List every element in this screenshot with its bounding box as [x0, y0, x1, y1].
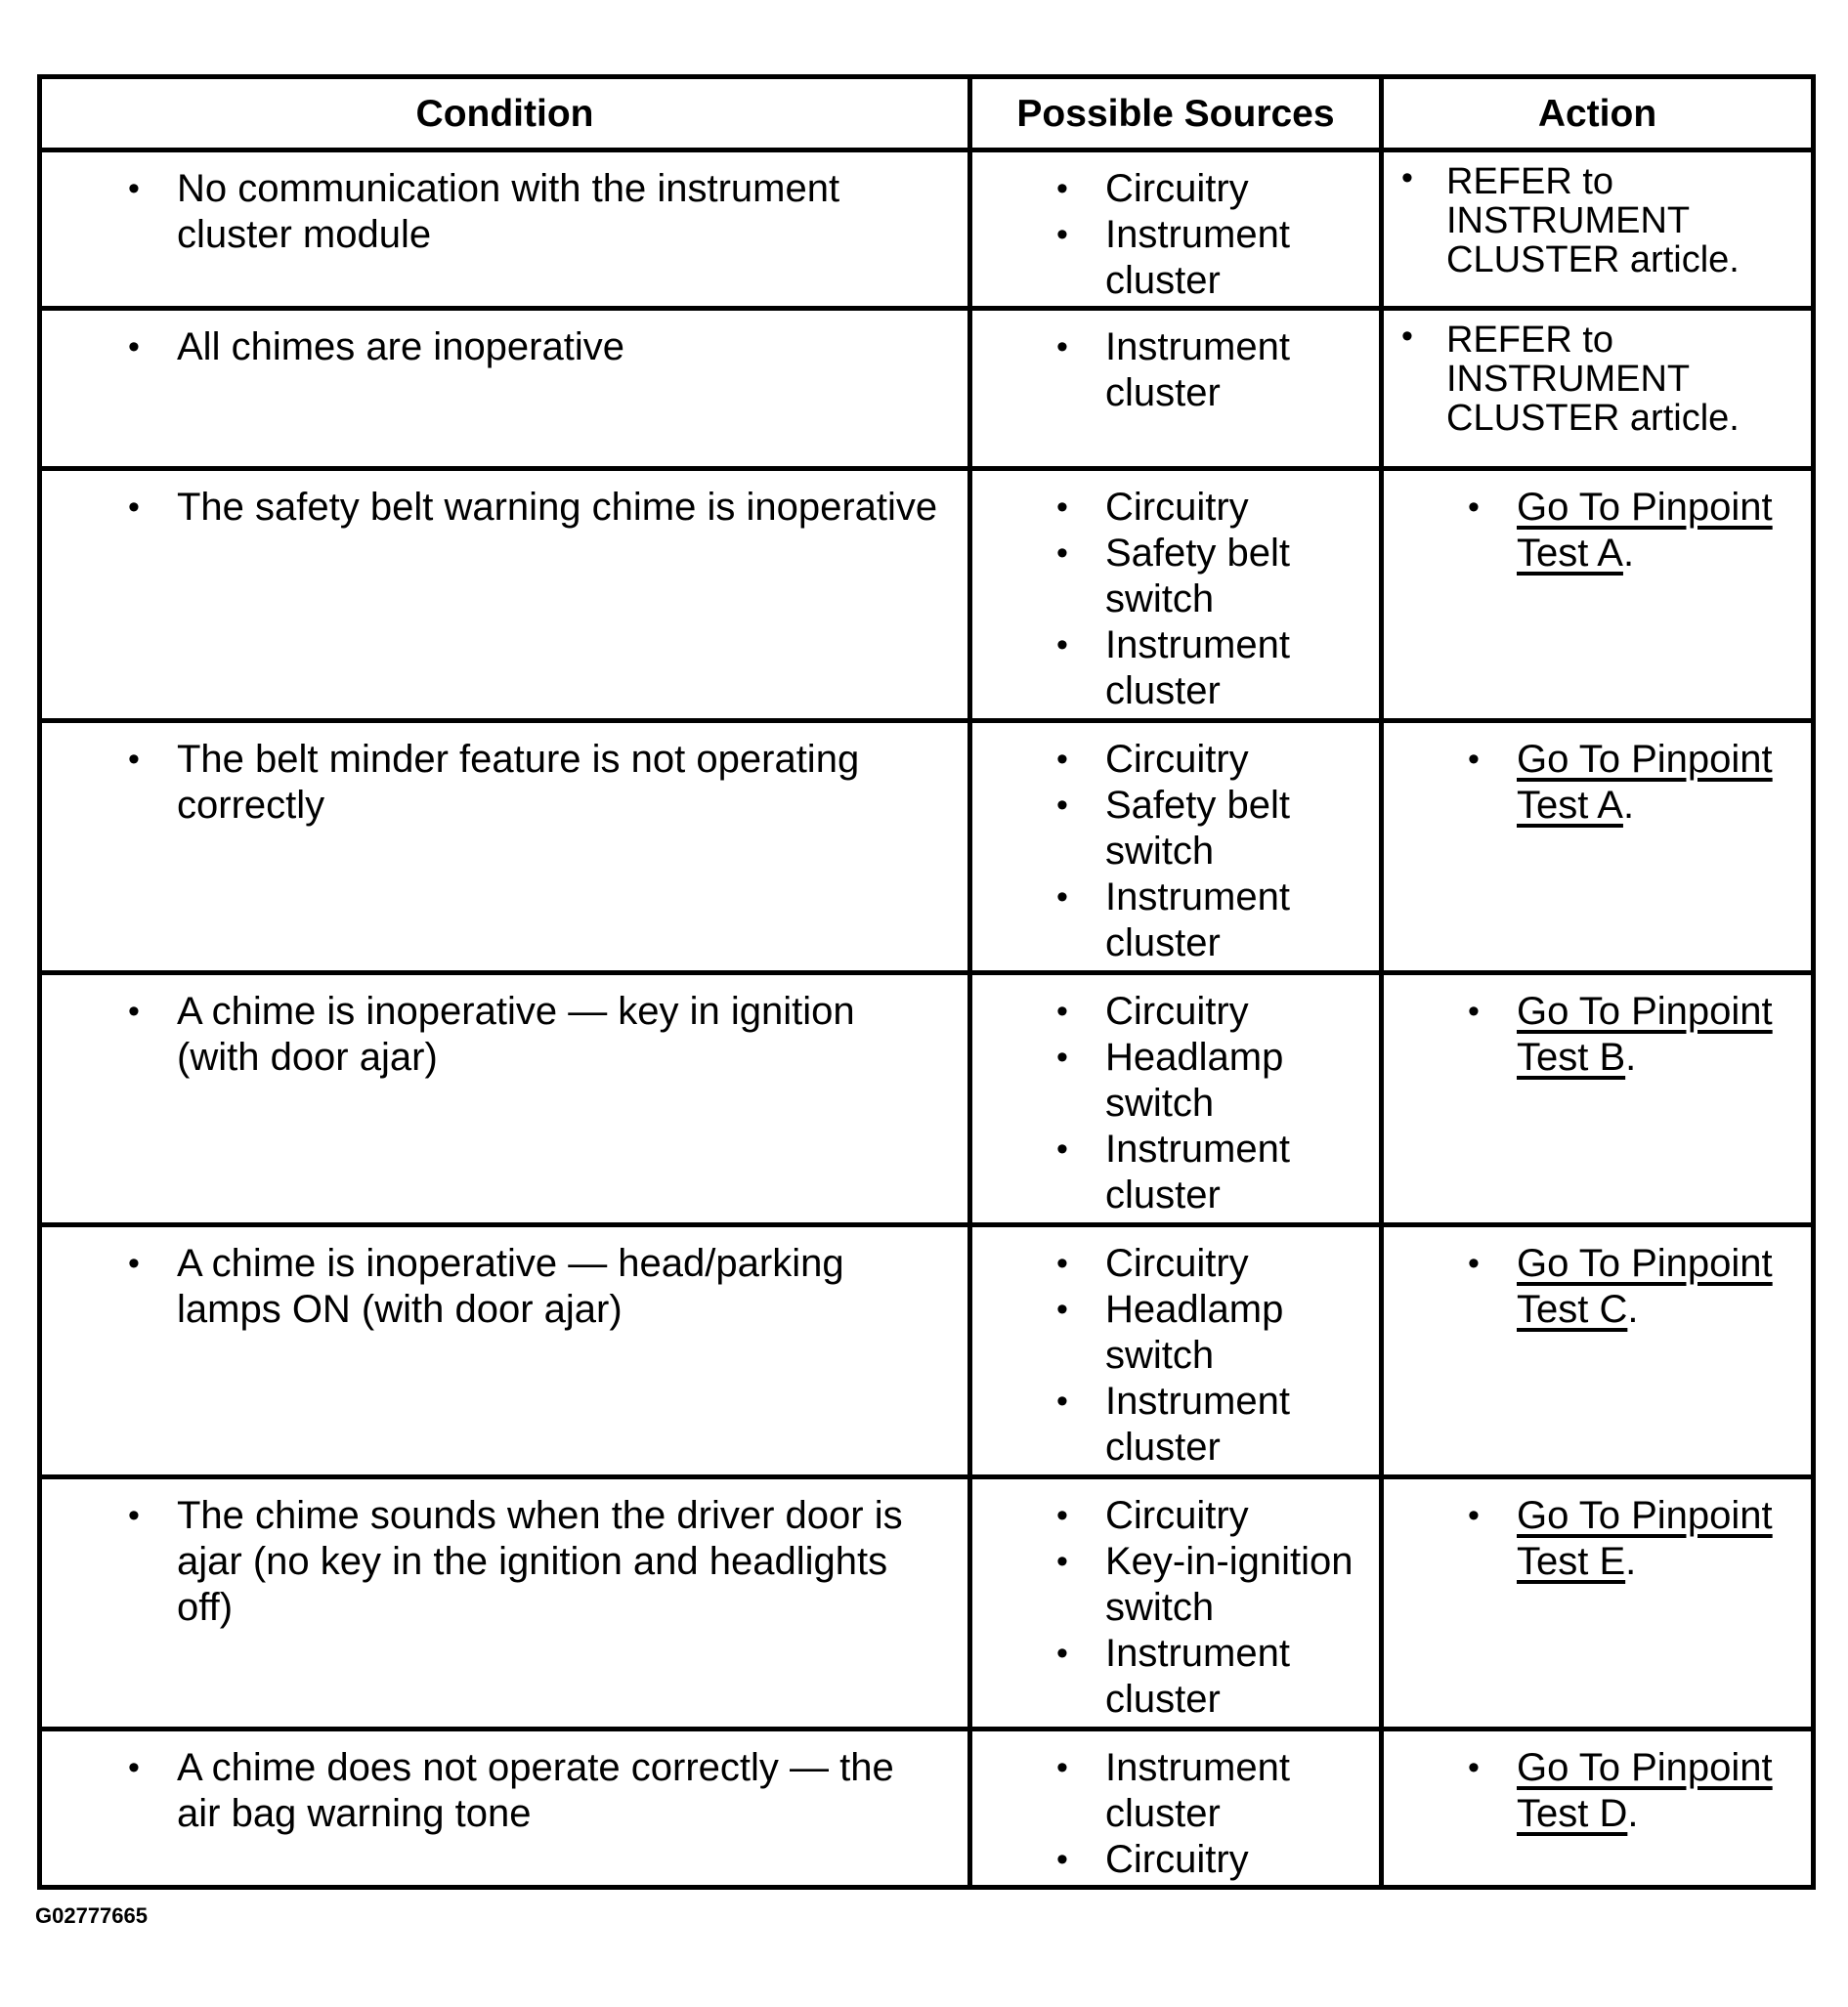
figure-id: G02777665: [35, 1903, 148, 1928]
source-item: • Circuitry: [1105, 1241, 1369, 1287]
action-cell: [1382, 973, 1814, 1225]
possible-sources-cell: [970, 469, 1382, 721]
condition-cell: [40, 309, 970, 469]
action-suffix: .: [1625, 1540, 1637, 1583]
possible-sources-cell: [970, 309, 1382, 469]
header-row: [40, 77, 1814, 150]
pinpoint-test-link[interactable]: Go To Pinpoint Test A: [1517, 738, 1773, 827]
source-item: • Instrument cluster: [1105, 1127, 1369, 1218]
pinpoint-test-link[interactable]: Go To Pinpoint Test C: [1517, 1242, 1773, 1331]
condition-cell: [40, 1729, 970, 1888]
condition-text: • A chime does not operate correctly — the air bag warning tone: [177, 1745, 938, 1837]
possible-sources-cell: [970, 1225, 1382, 1477]
table-row: [40, 1729, 1814, 1888]
source-item: • Headlamp switch: [1105, 1287, 1369, 1379]
source-item: • Safety belt switch: [1105, 531, 1369, 622]
source-item: • Circuitry: [1105, 166, 1369, 212]
source-item: • Instrument cluster: [1105, 622, 1369, 714]
action-suffix: .: [1622, 532, 1635, 575]
action-cell: [1382, 1225, 1814, 1477]
table-row: [40, 150, 1814, 309]
action-cell: [1382, 469, 1814, 721]
table-row: [40, 1225, 1814, 1477]
table-row: [40, 721, 1814, 973]
condition-text: • A chime is inoperative — key in ignition (with door ajar): [177, 989, 938, 1081]
condition-cell: [40, 150, 970, 309]
source-item: • Circuitry: [1105, 485, 1369, 531]
action-suffix: .: [1625, 1036, 1637, 1079]
action-item: [1517, 989, 1795, 1081]
action-suffix: .: [1627, 1792, 1639, 1835]
action-cell: [1382, 721, 1814, 973]
possible-sources-cell: [970, 1477, 1382, 1729]
pinpoint-test-link[interactable]: Go To Pinpoint Test A: [1517, 486, 1773, 575]
action-item: [1517, 1745, 1795, 1837]
action-cell: [1382, 1729, 1814, 1888]
condition-text: • The belt minder feature is not operating correctly: [177, 737, 938, 829]
header-condition: Condition: [40, 77, 970, 150]
action-item: [1517, 485, 1795, 576]
table-row: [40, 1477, 1814, 1729]
source-item: • Circuitry: [1105, 737, 1369, 783]
possible-sources-cell: [970, 721, 1382, 973]
action-suffix: .: [1627, 1288, 1639, 1331]
condition-text: • The safety belt warning chime is inoperative: [177, 485, 938, 531]
action-refer-text: • REFER to INSTRUMENT CLUSTER article.: [1446, 162, 1795, 279]
action-cell: [1382, 309, 1814, 469]
source-item: • Instrument cluster: [1105, 1631, 1369, 1723]
possible-sources-cell: [970, 150, 1382, 309]
header-possible-sources: Possible Sources: [970, 77, 1382, 150]
possible-sources-cell: [970, 973, 1382, 1225]
source-item: • Safety belt switch: [1105, 783, 1369, 875]
condition-cell: [40, 721, 970, 973]
condition-cell: [40, 469, 970, 721]
pinpoint-test-link[interactable]: Go To Pinpoint Test B: [1517, 990, 1773, 1079]
condition-text: • The chime sounds when the driver door is ajar (no key in the ignition and headlights off): [177, 1493, 938, 1631]
table-row: [40, 469, 1814, 721]
table-row: [40, 309, 1814, 469]
header-action: Action: [1382, 77, 1814, 150]
action-item: [1517, 1241, 1795, 1333]
action-item: [1517, 1493, 1795, 1585]
pinpoint-test-link[interactable]: Go To Pinpoint Test D: [1517, 1746, 1773, 1835]
source-item: • Instrument cluster: [1105, 1379, 1369, 1471]
condition-text: • A chime is inoperative — head/parking lamps ON (with door ajar): [177, 1241, 938, 1333]
source-item: • Instrument cluster: [1105, 1745, 1369, 1837]
source-item: • Instrument cluster: [1105, 212, 1369, 304]
pinpoint-test-link[interactable]: Go To Pinpoint Test E: [1517, 1494, 1773, 1583]
condition-cell: [40, 1225, 970, 1477]
symptom-chart-table: [37, 74, 1816, 1890]
source-item: • Headlamp switch: [1105, 1035, 1369, 1127]
source-item: • Circuitry: [1105, 1837, 1369, 1883]
source-item: • Instrument cluster: [1105, 324, 1369, 416]
action-refer-text: • REFER to INSTRUMENT CLUSTER article.: [1446, 320, 1795, 438]
condition-text: • No communication with the instrument cluster module: [177, 166, 938, 258]
table-row: [40, 973, 1814, 1225]
condition-cell: [40, 1477, 970, 1729]
condition-cell: [40, 973, 970, 1225]
source-item: • Instrument cluster: [1105, 875, 1369, 966]
action-item: [1517, 737, 1795, 829]
action-suffix: .: [1622, 784, 1635, 827]
source-item: • Key-in-ignition switch: [1105, 1539, 1369, 1631]
action-cell: [1382, 150, 1814, 309]
source-item: • Circuitry: [1105, 989, 1369, 1035]
condition-text: • All chimes are inoperative: [177, 324, 938, 370]
possible-sources-cell: [970, 1729, 1382, 1888]
action-cell: [1382, 1477, 1814, 1729]
source-item: • Circuitry: [1105, 1493, 1369, 1539]
